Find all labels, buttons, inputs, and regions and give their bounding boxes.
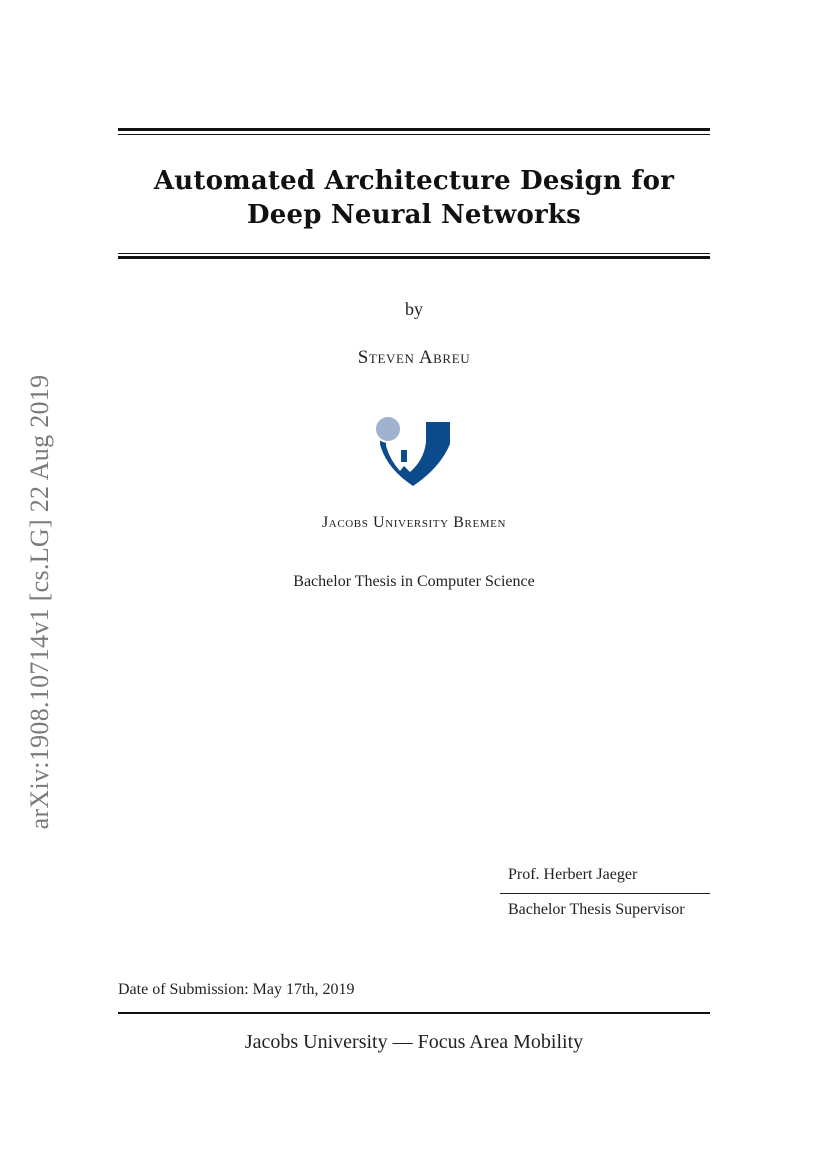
footer-text: Jacobs University — Focus Area Mobility [244, 1031, 584, 1053]
university-name: Jacobs University Bremen [321, 514, 507, 531]
logo-circle [375, 416, 401, 442]
supervisor-name: Prof. Herbert Jaeger [508, 866, 638, 883]
footer-rule [118, 1012, 710, 1014]
by-label: by [405, 299, 423, 319]
signature-rule [500, 893, 710, 894]
submission-date: Date of Submission: May 17th, 2019 [118, 981, 355, 998]
shield-notch [401, 450, 407, 462]
jacobs-university-shield-logo-icon [370, 414, 456, 488]
title-line-2: Deep Neural Networks [247, 200, 581, 230]
title-top-rule-thin [118, 134, 710, 135]
title-bottom-rule-thin [118, 253, 710, 254]
title-top-rule-thick [118, 128, 710, 131]
supervisor-role: Bachelor Thesis Supervisor [508, 901, 685, 918]
title-line-1: Automated Architecture Design for [153, 166, 675, 196]
author-name: Steven Abreu [357, 347, 471, 368]
title-bottom-rule-thick [118, 256, 710, 259]
arxiv-stamp: arXiv:1908.10714v1 [cs.LG] 22 Aug 2019 [25, 374, 54, 830]
thesis-type: Bachelor Thesis in Computer Science [293, 573, 535, 590]
